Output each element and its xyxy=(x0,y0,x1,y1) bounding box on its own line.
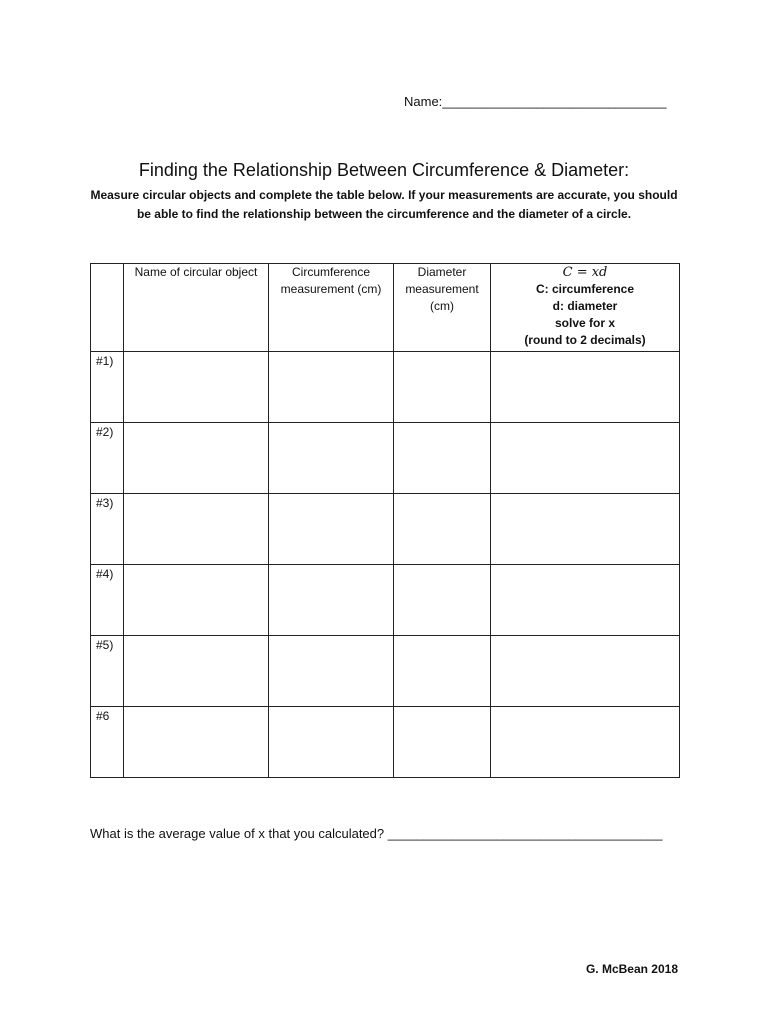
x-value-cell[interactable] xyxy=(491,565,680,636)
x-value-cell[interactable] xyxy=(491,707,680,778)
diameter-cell[interactable] xyxy=(394,494,491,565)
circumference-cell[interactable] xyxy=(269,636,394,707)
row-number: #2) xyxy=(91,423,124,494)
diameter-cell[interactable] xyxy=(394,707,491,778)
x-value-cell[interactable] xyxy=(491,636,680,707)
formula-equation: C = xd xyxy=(562,265,608,280)
header-formula xyxy=(491,264,680,352)
object-name-cell[interactable] xyxy=(124,707,269,778)
author-credit: G. McBean 2018 xyxy=(585,962,678,976)
formula-legend-d: d: diameter xyxy=(552,299,618,313)
average-x-question: What is the average value of x that you calculated? ______________________________________ xyxy=(90,826,663,841)
diameter-cell[interactable] xyxy=(394,565,491,636)
table-row xyxy=(91,352,680,423)
table-row xyxy=(91,423,680,494)
header-object-name: Name of circular object xyxy=(124,264,269,352)
table-row xyxy=(91,707,680,778)
circumference-cell[interactable] xyxy=(269,352,394,423)
row-number: #1) xyxy=(91,352,124,423)
circumference-cell[interactable] xyxy=(269,423,394,494)
table-row xyxy=(91,636,680,707)
row-number: #5) xyxy=(91,636,124,707)
table-header-row xyxy=(91,264,680,352)
table-row xyxy=(91,565,680,636)
measurement-table xyxy=(90,263,680,778)
header-row-number xyxy=(91,264,124,352)
object-name-cell[interactable] xyxy=(124,636,269,707)
header-circumference: Circumference measurement (cm) xyxy=(269,264,394,352)
formula-instruction: solve for x xyxy=(554,316,616,330)
worksheet-title: Finding the Relationship Between Circumference & Diameter: xyxy=(138,160,630,180)
x-value-cell[interactable] xyxy=(491,423,680,494)
table-row xyxy=(91,494,680,565)
circumference-cell[interactable] xyxy=(269,565,394,636)
row-number: #6 xyxy=(91,707,124,778)
diameter-cell[interactable] xyxy=(394,352,491,423)
formula-legend-c: C: circumference xyxy=(535,282,635,296)
name-field-label: Name:_______________________________ xyxy=(404,94,667,109)
object-name-cell[interactable] xyxy=(124,565,269,636)
formula-rounding-note: (round to 2 decimals) xyxy=(524,333,646,347)
circumference-cell[interactable] xyxy=(269,707,394,778)
x-value-cell[interactable] xyxy=(491,494,680,565)
object-name-cell[interactable] xyxy=(124,423,269,494)
instructions-text: Measure circular objects and complete the table below. If your measurements are accurate, you should be able to find the relationship between the circumference and the diameter of a circle. xyxy=(90,188,678,221)
circumference-cell[interactable] xyxy=(269,494,394,565)
row-number: #3) xyxy=(91,494,124,565)
object-name-cell[interactable] xyxy=(124,352,269,423)
diameter-cell[interactable] xyxy=(394,423,491,494)
diameter-cell[interactable] xyxy=(394,636,491,707)
header-diameter: Diameter measurement (cm) xyxy=(394,264,491,352)
row-number: #4) xyxy=(91,565,124,636)
object-name-cell[interactable] xyxy=(124,494,269,565)
x-value-cell[interactable] xyxy=(491,352,680,423)
